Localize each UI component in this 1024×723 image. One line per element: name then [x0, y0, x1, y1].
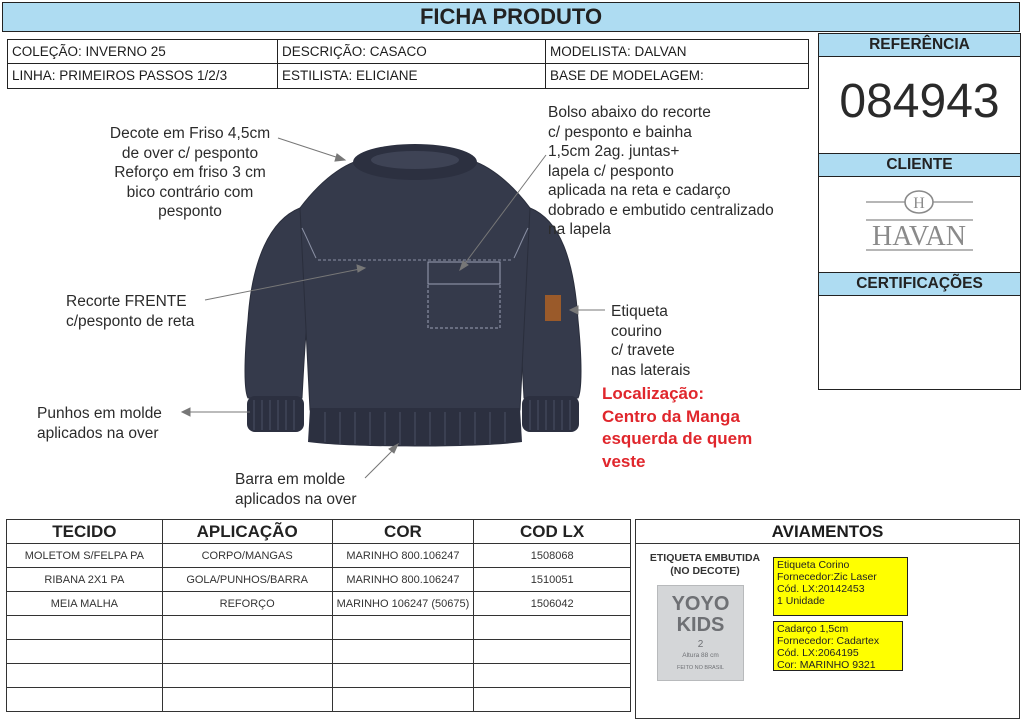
- table-cell: REFORÇO: [162, 592, 332, 616]
- referencia-value: 084943: [839, 75, 1000, 128]
- table-cell: [7, 664, 163, 688]
- table-cell: [162, 688, 332, 712]
- table-cell: MARINHO 800.106247: [332, 544, 474, 568]
- table-row: [7, 664, 631, 688]
- recorte-callout: Recorte FRENTE c/pesponto de reta: [66, 293, 195, 330]
- colecao-field: COLEÇÃO: INVERNO 25: [8, 40, 278, 64]
- localizacao-callout: Localização: Centro da Manga esquerda de quem veste: [602, 384, 753, 471]
- label-brand-line-2: KIDS: [676, 614, 725, 636]
- table-row: [7, 592, 631, 616]
- woven-label-image: [657, 585, 744, 681]
- table-cell: [332, 640, 474, 664]
- col-header-aplicacao: APLICAÇÃO: [162, 520, 332, 544]
- page-title: FICHA PRODUTO: [2, 2, 1020, 32]
- box2-line: Cor: MARINHO 9321: [777, 659, 876, 671]
- fabric-table: [6, 519, 631, 712]
- table-cell: RIBANA 2X1 PA: [7, 568, 163, 592]
- table-cell: [474, 664, 631, 688]
- table-cell: 1510051: [474, 568, 631, 592]
- table-cell: [7, 688, 163, 712]
- etiqueta-callout: Etiqueta courino c/ travete nas laterais: [611, 303, 691, 379]
- logo-letter: H: [913, 195, 925, 212]
- cliente-label: CLIENTE: [818, 153, 1021, 177]
- box1-line: 1 Unidade: [777, 595, 825, 607]
- cadarco-box: [773, 621, 903, 671]
- table-cell: [474, 640, 631, 664]
- bolso-callout: Bolso abaixo do recorte c/ pesponto e bainha 1,5cm 2ag. juntas+ lapela c/ pesponto aplicada na reta e cadarço dobrado e embutido centralizado na lapela: [548, 104, 774, 238]
- label-size: 2: [697, 639, 704, 650]
- table-row: [7, 544, 631, 568]
- table-row: [7, 688, 631, 712]
- table-cell: [332, 616, 474, 640]
- table-cell: MOLETOM S/FELPA PA: [7, 544, 163, 568]
- aviamentos-title: AVIAMENTOS: [636, 520, 1019, 544]
- certificacoes-label: CERTIFICAÇÕES: [818, 272, 1021, 296]
- table-row: [7, 640, 631, 664]
- aviamentos-panel: [635, 519, 1020, 719]
- table-cell: GOLA/PUNHOS/BARRA: [162, 568, 332, 592]
- punhos-callout: Punhos em molde aplicados na over: [37, 405, 162, 442]
- table-cell: [162, 616, 332, 640]
- table-cell: [332, 688, 474, 712]
- table-cell: 1506042: [474, 592, 631, 616]
- label-origin: FEITO NO BRASIL: [677, 665, 724, 671]
- table-row: [7, 616, 631, 640]
- corino-label-box: [773, 557, 908, 616]
- descricao-field: DESCRIÇÃO: CASACO: [278, 40, 546, 64]
- table-cell: MEIA MALHA: [7, 592, 163, 616]
- table-cell: MARINHO 800.106247: [332, 568, 474, 592]
- col-header-tecido: TECIDO: [7, 520, 163, 544]
- table-cell: [7, 640, 163, 664]
- decote-callout: Decote em Friso 4,5cm de over c/ pesponto Reforço em friso 3 cm bico contrário com pesponto: [109, 125, 271, 220]
- table-cell: [162, 664, 332, 688]
- table-cell: [332, 664, 474, 688]
- box1-line: Etiqueta Corino: [777, 559, 850, 571]
- table-cell: [162, 640, 332, 664]
- table-cell: [474, 688, 631, 712]
- table-cell: [474, 616, 631, 640]
- logo-wordmark: HAVAN: [872, 221, 966, 252]
- col-header-cod-lx: COD LX: [474, 520, 631, 544]
- referencia-label: REFERÊNCIA: [818, 33, 1021, 57]
- linha-field: LINHA: PRIMEIROS PASSOS 1/2/3: [8, 64, 278, 88]
- table-row: [7, 568, 631, 592]
- box1-line: Cód. LX:20142453: [777, 583, 865, 595]
- col-header-cor: COR: [332, 520, 474, 544]
- label-height: Altura 88 cm: [682, 652, 719, 659]
- fabric-table-header: [7, 520, 631, 544]
- estilista-field: ESTILISTA: ELICIANE: [278, 64, 546, 88]
- table-cell: MARINHO 106247 (50675): [332, 592, 474, 616]
- table-cell: [7, 616, 163, 640]
- table-cell: CORPO/MANGAS: [162, 544, 332, 568]
- label-brand-line-1: YOYO: [671, 593, 730, 615]
- box2-line: Cód. LX:2064195: [777, 647, 859, 659]
- box2-line: Cadarço 1,5cm: [777, 623, 849, 635]
- box1-line: Fornecedor:Zic Laser: [777, 571, 877, 583]
- label-caption: ETIQUETA EMBUTIDA (NO DECOTE): [649, 552, 761, 577]
- base-modelagem-field: BASE DE MODELAGEM:: [550, 68, 704, 83]
- table-cell: 1508068: [474, 544, 631, 568]
- modelista-field: MODELISTA: DALVAN: [550, 44, 687, 59]
- box2-line: Fornecedor: Cadartex: [777, 635, 880, 647]
- barra-callout: Barra em molde aplicados na over: [235, 471, 357, 508]
